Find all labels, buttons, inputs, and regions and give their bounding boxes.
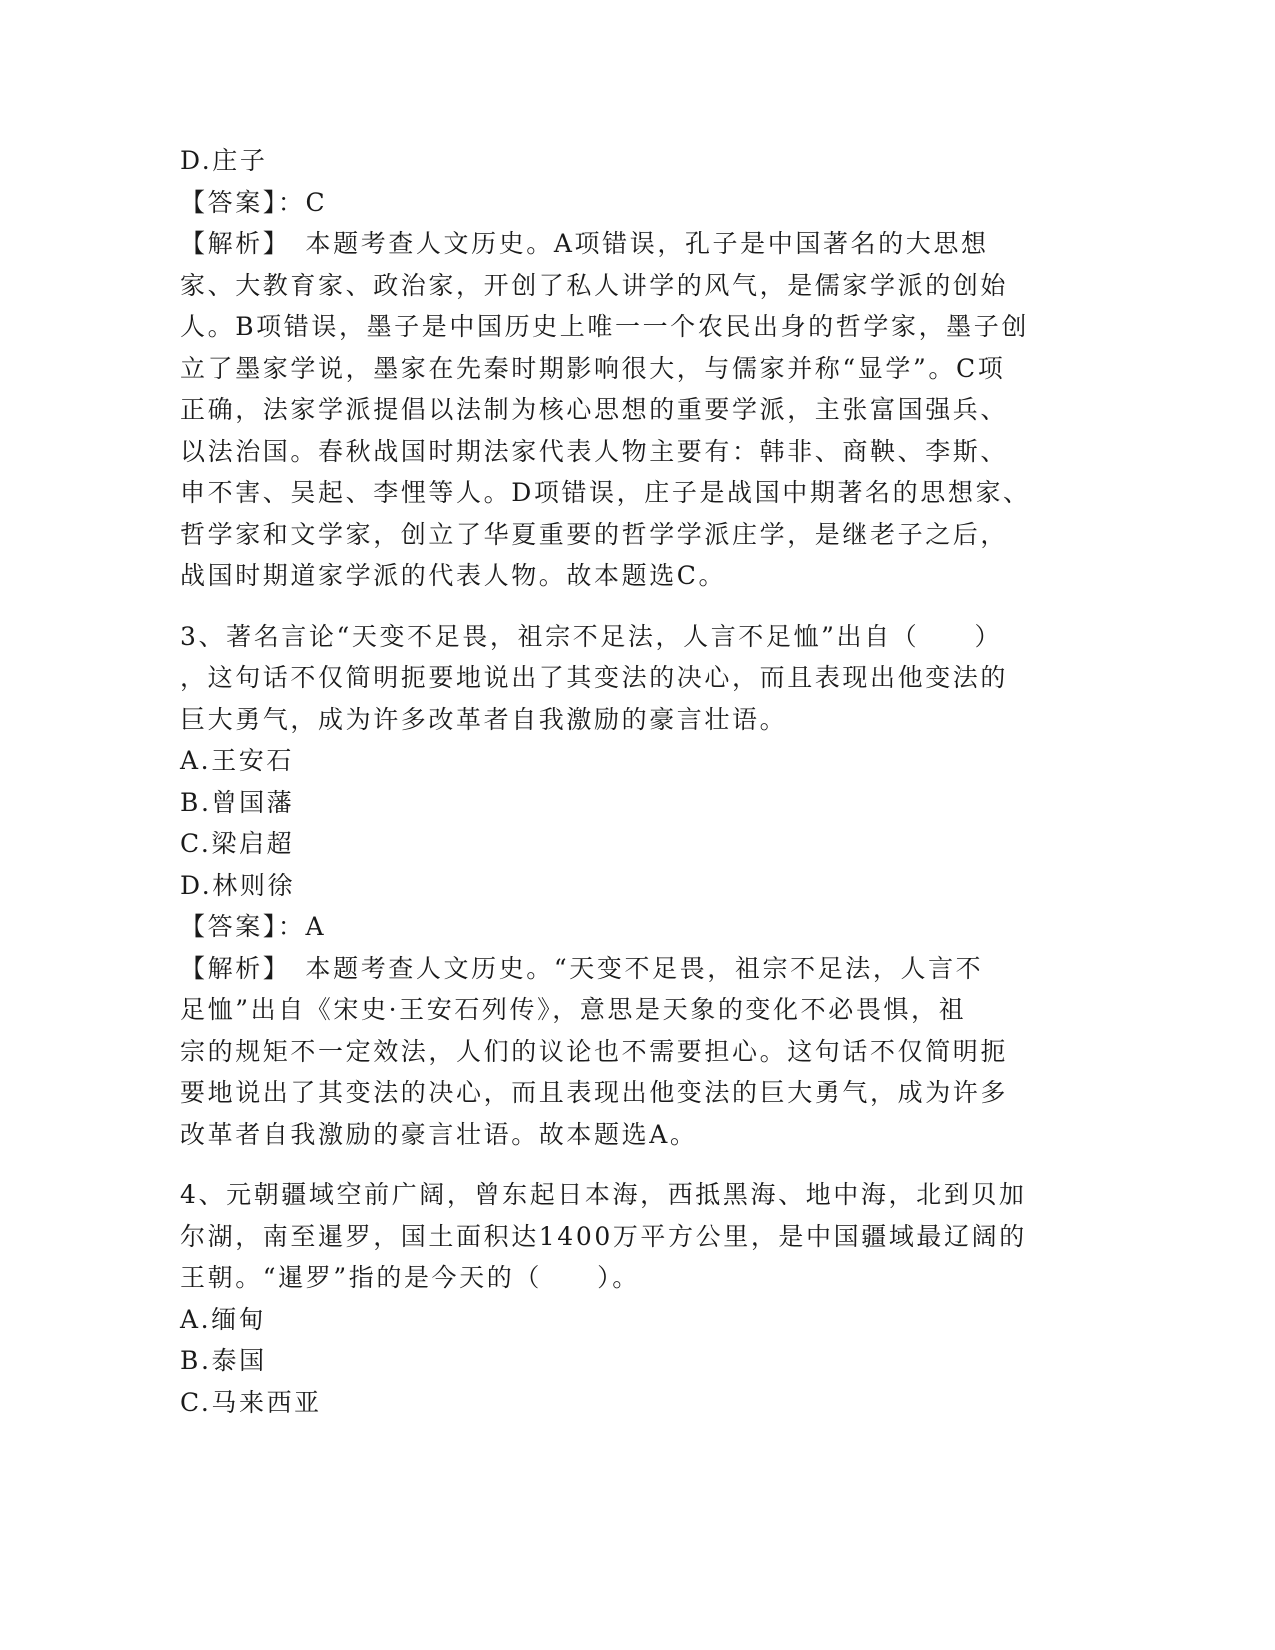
- option-b: B.曾国藩: [180, 787, 295, 817]
- option-b: B.泰国: [180, 1346, 267, 1375]
- answer-label: 【答案】：C: [180, 187, 328, 217]
- option-d: D.林则徐: [180, 870, 296, 900]
- analysis-line: 宗的规矩不一定效法，人们的议论也不需要担心。这句话不仅简明扼: [180, 1036, 1009, 1066]
- analysis-line: 【解析】 本题考查人文历史。A项错误，孔子是中国著名的大思想: [180, 229, 989, 258]
- spacer: [180, 1155, 1040, 1174]
- answer-label: 【答案】：A: [180, 912, 327, 941]
- question-stem-line: 巨大勇气，成为许多改革者自我激励的豪言壮语。: [180, 704, 788, 734]
- question-3: [180, 616, 1040, 1156]
- analysis-line: 人。B项错误，墨子是中国历史上唯一一个农民出身的哲学家，墨子创: [180, 312, 1029, 341]
- question-stem-line: 王朝。“暹罗”指的是今天的（ ）。: [180, 1263, 640, 1292]
- spacer: [180, 597, 1040, 616]
- option-d: D.庄子: [180, 146, 268, 175]
- question-stem-line: ，这句话不仅简明扼要地说出了其变法的决心，而且表现出他变法的: [180, 663, 1009, 692]
- analysis-line: 以法治国。春秋战国时期法家代表人物主要有：韩非、商鞅、李斯、: [180, 436, 1009, 466]
- analysis-block: [180, 223, 1040, 597]
- option-a: A.缅甸: [180, 1304, 267, 1334]
- option-c: C.马来西亚: [180, 1387, 322, 1417]
- question-stem-line: 4、元朝疆域空前广阔，曾东起日本海，西抵黑海、地中海，北到贝加: [180, 1180, 1027, 1209]
- document-page: [180, 140, 1040, 1423]
- analysis-line: 要地说出了其变法的决心，而且表现出他变法的巨大勇气，成为许多: [180, 1078, 1009, 1107]
- analysis-line: 【解析】 本题考查人文历史。“天变不足畏，祖宗不足法，人言不: [180, 953, 984, 983]
- option-c: C.梁启超: [180, 829, 295, 858]
- analysis-line: 改革者自我激励的豪言壮语。故本题选A。: [180, 1119, 698, 1149]
- option-a: A.王安石: [180, 746, 295, 775]
- analysis-block: [180, 948, 1040, 1156]
- analysis-line: 战国时期道家学派的代表人物。故本题选C。: [180, 561, 727, 590]
- analysis-line: 哲学家和文学家，创立了华夏重要的哲学学派庄学，是继老子之后，: [180, 519, 1009, 549]
- analysis-line: 立了墨家学说，墨家在先秦时期影响很大，与儒家并称“显学”。C项: [180, 353, 1006, 383]
- analysis-line: 家、大教育家、政治家，开创了私人讲学的风气，是儒家学派的创始: [180, 270, 1009, 300]
- analysis-line: 正确，法家学派提倡以法制为核心思想的重要学派，主张富国强兵、: [180, 395, 1009, 424]
- question-stem-line: 尔湖，南至暹罗，国土面积达1400万平方公里，是中国疆域最辽阔的: [180, 1221, 1027, 1251]
- question-4: [180, 1174, 1040, 1423]
- analysis-line: 足恤”出自《宋史·王安石列传》，意思是天象的变化不必畏惧，祖: [180, 995, 967, 1024]
- question-stem-line: 3、著名言论“天变不足畏，祖宗不足法，人言不足恤”出自（ ）: [180, 621, 1003, 651]
- analysis-line: 申不害、吴起、李悝等人。D项错误，庄子是战国中期著名的思想家、: [180, 478, 1031, 507]
